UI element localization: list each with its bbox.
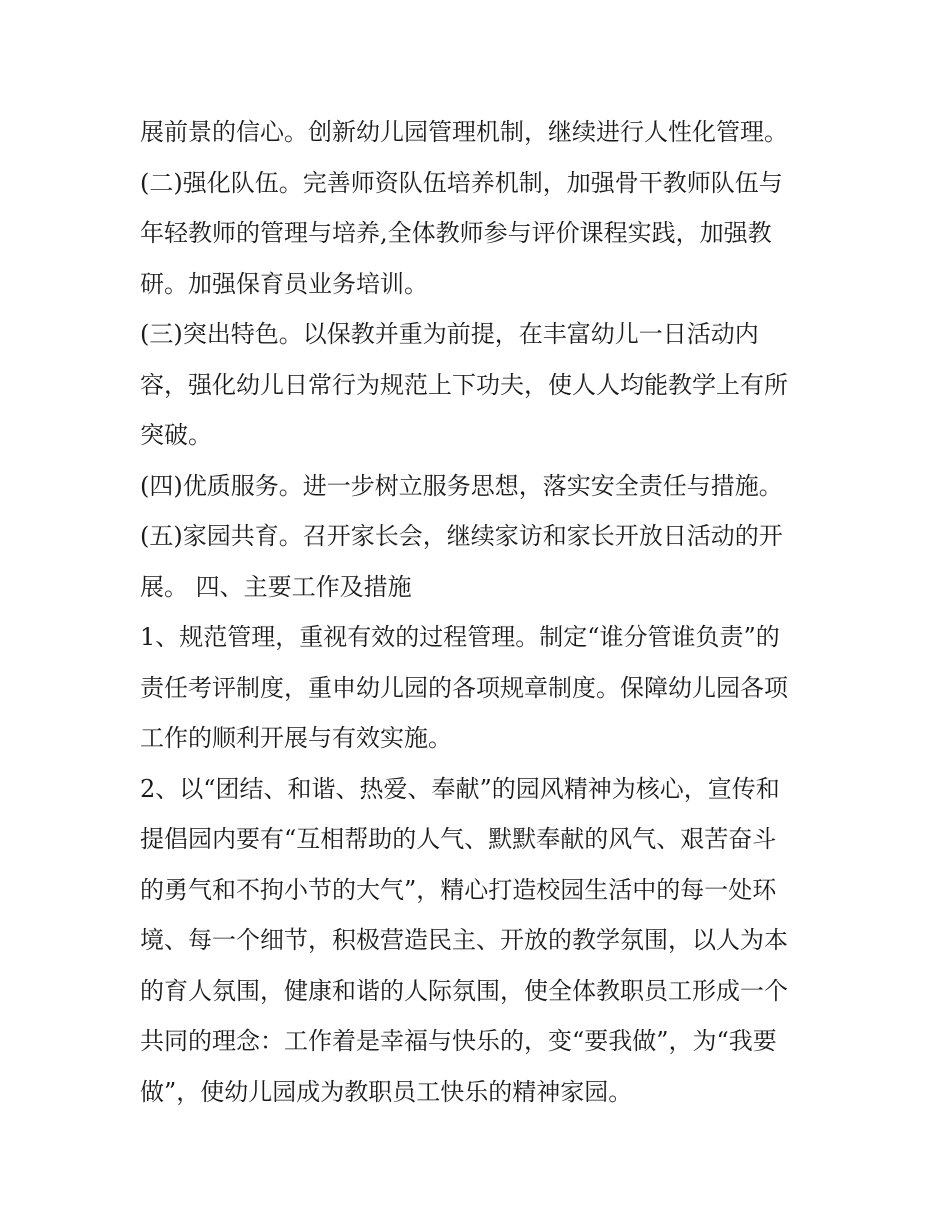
text-line: (五)家园共育。召开家长会，继续家访和家长开放日活动的开	[140, 522, 783, 550]
text-line: 境、每一个细节，积极营造民主、开放的教学氛围，以人为本	[140, 926, 788, 954]
text-line: 容，强化幼儿日常行为规范上下功夫，使人人均能教学上有所	[140, 370, 788, 399]
text-line: 做”，使幼儿园成为教职员工快乐的精神家园。	[140, 1077, 633, 1106]
text-line: 工作的顺利开展与有效实施。	[140, 724, 452, 752]
text-line: 研。加强保育员业务培训。	[140, 269, 428, 298]
text-line: 共同的理念：工作着是幸福与快乐的，变“要我做”，为“我要	[140, 1027, 777, 1055]
text-line: 责任考评制度，重申幼儿园的各项规章制度。保障幼儿园各项	[140, 673, 788, 702]
text-line: 年轻教师的管理与培养,全体教师参与评价课程实践，加强教	[140, 219, 772, 247]
text-line: 1、规范管理，重视有效的过程管理。制定“谁分管谁负责”的	[140, 623, 780, 651]
text-line: 展前景的信心。创新幼儿园管理机制，继续进行人性化管理。	[140, 118, 788, 146]
text-line: (三)突出特色。以保教并重为前提，在丰富幼儿一日活动内	[140, 320, 759, 348]
text-line: 展。 四、主要工作及措施	[140, 572, 412, 601]
text-line: (四)优质服务。进一步树立服务思想，落实安全责任与措施。	[140, 471, 783, 500]
text-line: 突破。	[140, 421, 212, 449]
document-body	[140, 107, 820, 1117]
text-line: (二)强化队伍。完善师资队伍培养机制，加强骨干教师队伍与	[140, 168, 783, 197]
text-line: 2、以“团结、和谐、热爱、奉献”的园风精神为核心，宣传和	[140, 774, 780, 803]
text-line: 提倡园内要有“互相帮助的人气、默默奉献的风气、艰苦奋斗	[140, 825, 777, 853]
text-line: 的育人氛围，健康和谐的人际氛围，使全体教职员工形成一个	[140, 976, 788, 1005]
text-line: 的勇气和不拘小节的大气”，精心打造校园生活中的每一处环	[140, 875, 777, 904]
